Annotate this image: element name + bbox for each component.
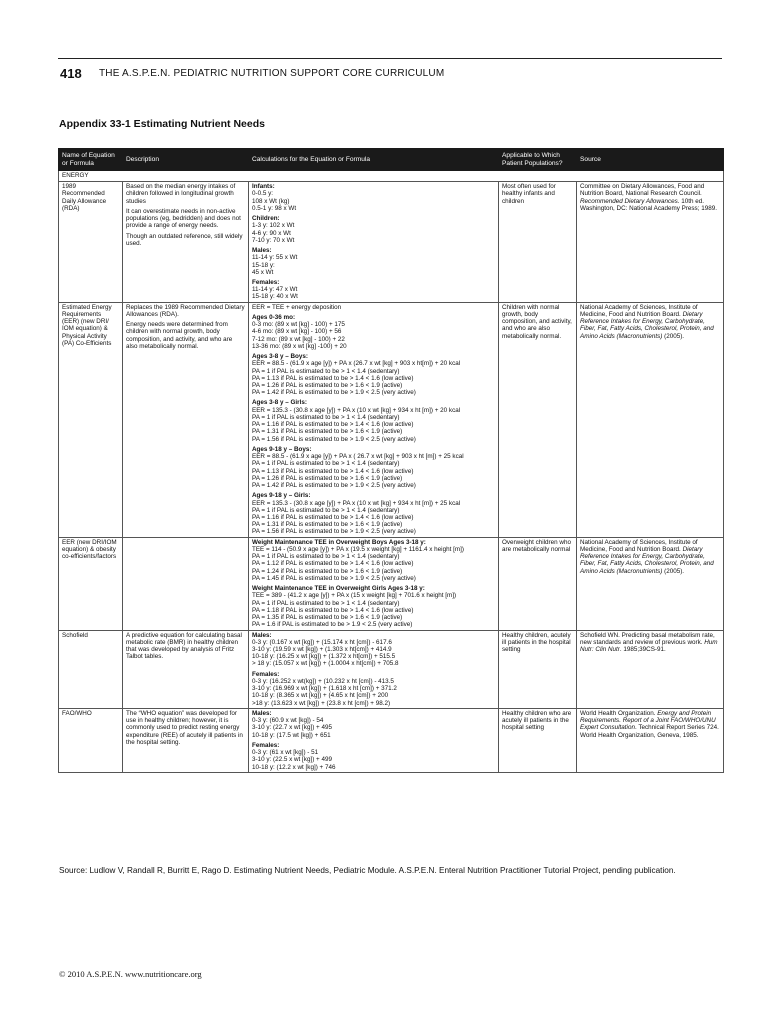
calculation-cell [249,182,499,303]
calculation-line: 3-10 y: (16.969 x wt [kg]) + (1.618 x ht [cm]) + 371.2 [252,685,397,693]
calculation-line: PA = 1.13 if PAL is estimated to be > 1.4 < 1.6 (low active) [252,374,414,382]
calculation-line: PA = 1 if PAL is estimated to be > 1 < 1.4 (sedentary) [252,367,400,375]
description-cell [123,708,249,772]
calculation-line: PA = 1.26 if PAL is estimated to be > 1.6 < 1.9 (active) [252,382,403,390]
calculation-line: 0.5-1 y: 98 x Wt [252,204,297,212]
column-header: Applicable to Which Patient Populations? [499,149,577,171]
calculation-line: PA = 1.16 if PAL is estimated to be > 1.4 < 1.6 (low active) [252,514,414,521]
calculation-heading: Ages 9-18 y – Girls: [252,492,311,500]
section-row [59,171,724,182]
calculation-cell [249,630,499,708]
header-rule [58,58,722,59]
calculation-line: PA = 1.31 if PAL is estimated to be > 1.6 < 1.9 (active) [252,428,403,436]
calculation-line: 7-12 mo: (89 x wt [kg] - 100) + 22 [252,335,345,343]
calculation-block [252,304,495,311]
description-cell [123,302,249,537]
population-cell: Children with normal growth, body composition, and activity, and who are also metabolically normal. [499,302,577,537]
calculation-heading: Weight Maintenance TEE in Overweight Girls Ages 3-18 y: [252,585,425,593]
calculation-block [252,279,495,301]
calculation-line: 10-18 y: (8.365 x wt [kg]) + (4.65 x ht [cm]) + 200 [252,692,389,700]
calculation-block [252,399,495,442]
calculation-line: PA = 1 if PAL is estimated to be > 1 < 1.4 (sedentary) [252,460,400,468]
calculation-line: TEE = 114 - (50.9 x age [y]) + PA x (19.5 x weight [kg] + 1161.4 x height [m]) [252,545,464,553]
table-row [59,537,724,630]
calculation-heading: Males: [252,709,272,717]
calculation-block [252,671,495,707]
equation-name-cell: Estimated Energy Requirements (EER) (new DRI/ IOM equation) & Physical Activity (PA) Co-Efficients [59,302,123,537]
calculation-line: PA = 1 if PAL is estimated to be > 1 < 1.4 (sedentary) [252,553,400,561]
calculation-line: 10-18 y: (17.5 wt [kg]) + 651 [252,731,331,739]
calculation-line: EER = 135.3 - (30.8 x age [y]) + PA x (10 x wt [kg] + 934 x ht [m]) + 25 kcal [252,499,461,507]
population-cell: Healthy children, acutely ill patients in the hospital setting [499,630,577,708]
calculation-line: 45 x Wt [252,268,274,276]
description-paragraph: A predictive equation for calculating basal metabolic rate (BMR) in healthy children that was developed by analysis of Fritz Talbot tables. [126,631,242,661]
calculation-heading: Infants: [252,183,275,191]
calculation-line: PA = 1.45 if PAL is estimated to be > 1.9 < 2.5 (very active) [252,574,416,582]
calculation-block [252,353,495,396]
calculation-line: 3-10 y: (22.5 x wt [kg]) + 499 [252,756,332,764]
table-row [59,630,724,708]
calculation-line: 7-10 y: 70 x Wt [252,236,295,244]
calculation-heading: Ages 3-8 y – Girls: [252,399,307,407]
calculation-heading: Females: [252,741,280,749]
calculation-line: PA = 1.31 if PAL is estimated to be > 1.6 < 1.9 (active) [252,521,403,529]
calculation-line: 108 x Wt (kg) [252,197,290,205]
calculation-block [252,492,495,535]
calculation-line: TEE = 389 - (41.2 x age [y]) + PA x (15 x weight [kg] + 701.6 x height [m]) [252,592,457,600]
calculation-line: 0-3 y: (16.252 x wt(kg]) + (10.232 x ht [cm]) - 413.5 [252,677,394,685]
calculation-block [252,314,495,350]
column-header: Source [577,149,724,171]
calculation-line: 10-18 y: (12.2 x wt [kg]) + 746 [252,763,336,771]
nutrient-needs-table [58,148,724,773]
calculation-line: 13-36 mo: (89 x wt [kg] -100) + 20 [252,342,347,350]
equation-name-cell: 1989 Recommended Daily Allowance (RDA) [59,182,123,303]
calculation-line: PA = 1.42 if PAL is estimated to be > 1.9 < 2.5 (very active) [252,482,416,490]
calculation-heading: Males: [252,247,272,255]
calculation-line: PA = 1 if PAL is estimated to be > 1 < 1.4 (sedentary) [252,413,400,421]
calculation-block [252,183,495,212]
calculation-line: 0-3 mo: (89 x wt [kg] - 100) + 175 [252,321,345,329]
calculation-line: PA = 1.26 if PAL is estimated to be > 1.6 < 1.9 (active) [252,474,403,482]
source-cell: Schofield WN. Predicting basal metabolism rate, new standards and review of previous work. Hum Nutr: Clin Nutr. 1985;39CS-91. [577,630,724,708]
column-header: Description [123,149,249,171]
section-label: ENERGY [59,171,724,182]
table-row [59,302,724,537]
description-paragraph: It can overestimate needs in non-active populations (eg, bedridden) and does not provide a range of energy needs. [126,207,241,230]
running-title: THE A.S.P.E.N. PEDIATRIC NUTRITION SUPPORT CORE CURRICULUM [99,68,445,79]
calculation-block [252,585,495,628]
source-note: Source: Ludlow V, Randall R, Burritt E, Rago D. Estimating Nutrient Needs, Pediatric Module. A.S.P.E.N. Enteral Nutrition Practitioner Tutorial Project, pending publication. [59,866,676,875]
calculation-line: 15-18 y: [252,261,275,269]
calculation-line: 0-3 y: (0.167 x wt [kg]) + (15.174 x ht [cm]) - 617.6 [252,638,392,646]
calculation-line: PA = 1 if PAL is estimated to be > 1 < 1.4 (sedentary) [252,506,400,514]
calculation-line: 4-6 y: 90 x Wt [252,229,291,237]
description-cell [123,630,249,708]
calculation-block [252,446,495,489]
calculation-line: 15-18 y: 40 x Wt [252,293,298,301]
calculation-line: 10-18 y: (16.25 x wt [kg]) + (1.372 x ht[cm]) + 515.5 [252,653,396,661]
calculation-line: PA = 1.42 if PAL is estimated to be > 1.9 < 2.5 (very active) [252,389,416,397]
column-header: Calculations for the Equation or Formula [249,149,499,171]
column-header: Name of Equation or Formula [59,149,123,171]
page-number: 418 [60,66,82,81]
calculation-block [252,247,495,276]
calculation-line: EER = TEE + energy deposition [252,303,342,311]
source-cell: World Health Organization. Energy and Protein Requirements. Report of a Joint FAO/WHO/UNU Expert Consultation. Technical Report Series 724. World Health Organization, Geneva, 1985. [577,708,724,772]
calculation-line: 0-3 y: (61 x wt [kg]) - 51 [252,749,319,757]
calculation-line: 11-14 y: 55 x Wt [252,254,298,262]
calculation-line: PA = 1.18 if PAL is estimated to be > 1.4 < 1.6 (low active) [252,606,414,614]
calculation-heading: Males: [252,631,272,639]
calculation-heading: Females: [252,670,280,678]
calculation-line: PA = 1.35 if PAL is estimated to be > 1.6 < 1.9 (active) [252,614,403,622]
description-cell [123,537,249,630]
calculation-heading: Children: [252,215,280,223]
calculation-block [252,632,495,668]
calculation-line: PA = 1.13 if PAL is estimated to be > 1.4 < 1.6 (low active) [252,467,414,475]
calculation-heading: Ages 9-18 y – Boys: [252,445,312,453]
footer: © 2010 A.S.P.E.N. www.nutritioncare.org [59,969,202,979]
calculation-line: PA = 1.12 if PAL is estimated to be > 1.4 < 1.6 (low active) [252,560,414,568]
calculation-cell [249,537,499,630]
population-cell: Most often used for healthy infants and children [499,182,577,303]
calculation-heading: Ages 3-8 y – Boys: [252,353,308,361]
population-cell: Overweight children who are metabolically normal [499,537,577,630]
table-row [59,708,724,772]
calculation-line: 3-10 y: (22.7 x wt [kg]) + 495 [252,724,332,732]
calculation-line: PA = 1 if PAL is estimated to be > 1 < 1.4 (sedentary) [252,599,400,607]
calculation-heading: Weight Maintenance TEE in Overweight Boys Ages 3-18 y: [252,538,426,546]
calculation-line: 1-3 y: 102 x Wt [252,222,295,230]
calculation-cell [249,708,499,772]
calculation-line: PA = 1.6 if PAL is estimated to be > 1.9 < 2.5 (very active) [252,621,413,629]
description-paragraph: Though an outdated reference, still widely used. [126,232,243,247]
source-cell: National Academy of Sciences, Institute of Medicine, Food and Nutrition Board. Dietary Reference Intakes for Energy, Carbohydrate, Fiber, Fat, Fatty Acids, Cholesterol, Protein, and Amino Acids (Macronutrients) (2005). [577,302,724,537]
calculation-line: >18 y: (13.623 x wt [kg]) + (23.8 x ht [cm]) + 98.2) [252,699,391,707]
calculation-line: 0-3 y: (60.9 x wt [kg]) - 54 [252,717,324,725]
calculation-line: 0-0.5 y: [252,190,273,198]
description-paragraph: Based on the median energy intakes of children followed in longitudinal growth studies [126,183,236,205]
table-row [59,182,724,303]
calculation-line: PA = 1.56 if PAL is estimated to be > 1.9 < 2.5 (very active) [252,528,416,536]
calculation-line: PA = 1.24 if PAL is estimated to be > 1.6 < 1.9 (active) [252,567,403,575]
equation-name-cell: Schofield [59,630,123,708]
calculation-line: PA = 1.16 if PAL is estimated to be > 1.4 < 1.6 (low active) [252,421,414,429]
calculation-line: 3-10 y: (19.59 x wt [kg]) + (1.303 x ht[cm]) + 414.9 [252,645,392,653]
calculation-block [252,215,495,244]
calculation-line: EER = 135.3 - (30.8 x age [y]) + PA x (10 x wt [kg] + 934 x ht [m]) + 20 kcal [252,406,461,414]
description-paragraph: Energy needs were determined from children with normal growth, body composition, and activity, and who are also metabolically normal. [126,321,233,350]
calculation-line: > 18 y: (15.057 x wt [kg]) + (1.0004 x ht[cm]) + 705.8 [252,660,399,668]
calculation-cell [249,302,499,537]
description-paragraph: The “WHO equation” was developed for use in healthy children; however, it is commonly used to predict resting energy expenditure (REE) of acutely ill patients in the hospital setting. [126,709,243,746]
calculation-line: 11-14 y: 47 x Wt [252,286,298,294]
calculation-heading: Ages 0-36 mo: [252,313,296,321]
calculation-line: EER = 88.5 - (61.9 x age [y]) + PA x (26.7 x wt [kg] + 903 x ht[m]) + 20 kcal [252,360,461,368]
equation-name-cell: EER (new DRI/IOM equation) & obesity co-efficients/factors [59,537,123,630]
description-cell [123,182,249,303]
calculation-line: EER = 88.5 - (61.9 x age [y]) + PA x ( 26.7 x wt [kg] + 903 x ht [m]) + 25 kcal [252,453,464,461]
calculation-line: 4-6 mo: (89 x wt [kg] - 100) + 56 [252,328,342,336]
population-cell: Healthy children who are acutely ill patients in the hospital setting [499,708,577,772]
equation-name-cell: FAO/WHO [59,708,123,772]
source-cell: National Academy of Sciences, Institute of Medicine, Food and Nutrition Board. Dietary Reference Intakes for Energy, Carbohydrate, Fiber, Fat, Fatty Acids, Cholesterol, Protein, and Amino Acids (Macronutrients) (2005). [577,537,724,630]
appendix-title: Appendix 33-1 Estimating Nutrient Needs [59,118,265,130]
calculation-heading: Females: [252,278,280,286]
calculation-line: PA = 1.56 if PAL is estimated to be > 1.9 < 2.5 (very active) [252,435,416,443]
description-paragraph: Replaces the 1989 Recommended Dietary Allowances (RDA). [126,303,245,318]
source-cell: Committee on Dietary Allowances, Food and Nutrition Board, National Research Council. Recommended Dietary Allowances. 10th ed. Washington, DC: National Academy Press; 1989. [577,182,724,303]
calculation-block [252,539,495,582]
calculation-block [252,710,495,739]
calculation-block [252,742,495,771]
table-header-row [59,149,724,171]
